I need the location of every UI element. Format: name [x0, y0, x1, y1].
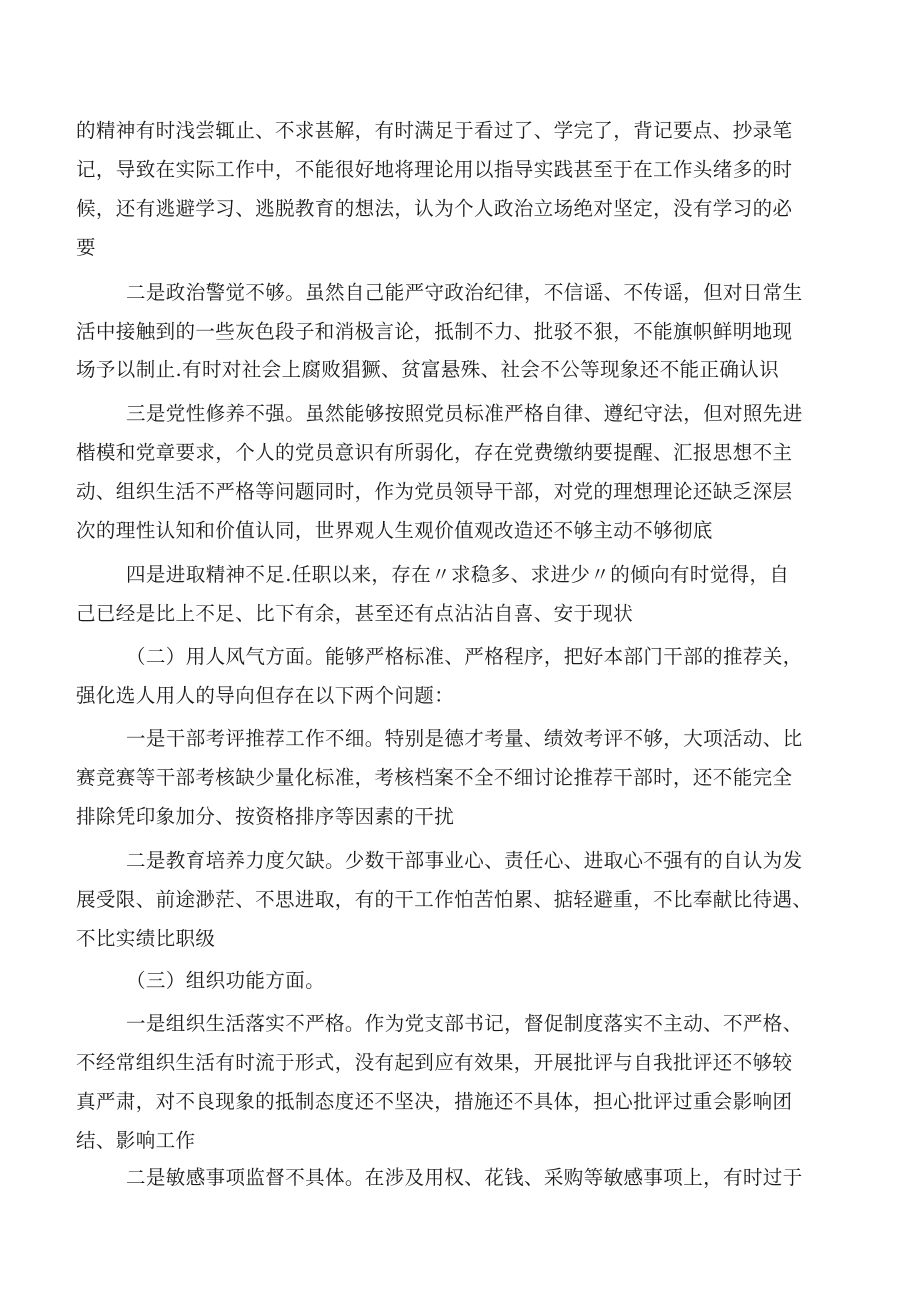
text-line: 动、组织生活不严格等问题同时，作为党员领导干部，对党的理想理论还缺乏深层 — [76, 480, 793, 503]
text-line: 活中接触到的一些灰色段子和消极言论，抵制不力、批驳不狠，不能旗帜鲜明地现 — [76, 320, 793, 343]
paragraph-start: 一是干部考评推荐工作不细。特别是德才考量、绩效考评不够，大项活动、比 — [126, 727, 803, 750]
text-line: 楷模和党章要求，个人的党员意识有所弱化，存在党费缴纳要提醒、汇报思想不主 — [76, 441, 793, 464]
text-line: 要 — [76, 236, 96, 259]
text-line: 结、影响工作 — [76, 1129, 196, 1152]
paragraph-start: 二是敏感事项监督不具体。在涉及用权、花钱、采购等敏感事项上，有时过于 — [126, 1166, 803, 1189]
paragraph-start: 三是党性修养不强。虽然能够按照党员标准严格自律、遵纪守法，但对照先进 — [126, 402, 803, 425]
text-line: 排除凭印象加分、按资格排序等因素的干扰 — [76, 805, 455, 828]
paragraph-start: 二是教育培养力度欠缺。少数干部事业心、责任心、进取心不强有的自认为发 — [126, 849, 803, 872]
text-line: 场予以制止.有时对社会上腐败猖獗、贫富悬殊、社会不公等现象还不能正确认识 — [76, 358, 780, 381]
text-line: 不比实绩比职级 — [76, 927, 216, 950]
section-heading: （三）组织功能方面。 — [126, 969, 326, 992]
paragraph-start: 四是进取精神不足.任职以来，存在〃求稳多、求进少〃的倾向有时觉得，自 — [126, 563, 790, 586]
text-line: 候，还有逃避学习、逃脱教育的想法，认为个人政治立场绝对坚定，没有学习的必 — [76, 197, 793, 220]
text-line: 真严肃，对不良现象的抵制态度还不坚决，措施还不具体，担心批评过重会影响团 — [76, 1090, 793, 1113]
paragraph-start: 二是政治警觉不够。虽然自己能严守政治纪律，不信谣、不传谣，但对日常生 — [126, 281, 803, 304]
text-line: 次的理性认知和价值认同，世界观人生观价值观改造还不够主动不够彻底 — [76, 519, 713, 542]
text-line: 展受限、前途渺茫、不思进取，有的干工作怕苦怕累、掂轻避重，不比奉献比待遇、 — [76, 888, 813, 911]
text-line: 记，导致在实际工作中，不能很好地将理论用以指导实践甚至于在工作头绪多的时 — [76, 158, 793, 181]
paragraph-start: 一是组织生活落实不严格。作为党支部书记，督促制度落实不主动、不严格、 — [126, 1012, 803, 1035]
text-line: 不经常组织生活有时流于形式，没有起到应有效果，开展批评与自我批评还不够较 — [76, 1051, 793, 1074]
text-line: 赛竞赛等干部考核缺少量化标准，考核档案不全不细讨论推荐干部时，还不能完全 — [76, 766, 793, 789]
section-heading: （二）用人风气方面。能够严格标准、严格程序，把好本部门干部的推荐关， — [126, 645, 803, 668]
text-line: 强化选人用人的导向但存在以下两个问题： — [76, 684, 455, 707]
text-line: 己已经是比上不足、比下有余，甚至还有点沾沾自喜、安于现状 — [76, 602, 634, 625]
text-line: 的精神有时浅尝辄止、不求甚解，有时满足于看过了、学完了，背记要点、抄录笔 — [76, 119, 793, 142]
